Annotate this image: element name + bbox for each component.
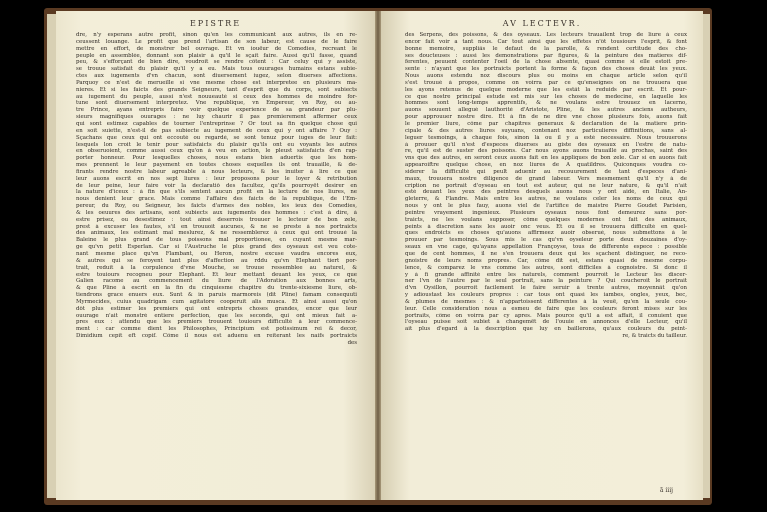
text-line: lence, & comparez le vns comme les autres, sont difficiles à cognoistre. Si donc il	[405, 264, 687, 271]
text-line: siderer la difficulté qui peult aduenir au recouurement de tant d'especes d'ani-	[405, 168, 687, 175]
text-line: ferentes, peuuent contenter l'oeil de la chose absente, quasi comme si elle estoit pre-	[405, 59, 687, 66]
text-line: Sçachans que ceux qui ont eccouté ou regardé, se sont tenuz pour iuges de leur fait:	[76, 134, 357, 141]
text-line: ouurage n'ait monstré entiere perfection, que les seconds, qui ont mieux fait a-	[76, 312, 357, 319]
text-line: ment : car comme dient les Philosophes, Principium est potissimum rei & decor,	[76, 326, 357, 333]
left-running-head: EPISTRE	[189, 19, 242, 28]
text-line: s'est trouué à propos, comme on voirra par ce qu'enseignes on ne trouuera que	[405, 79, 687, 86]
text-line: seaux en vne cage, qu'ayans appellation Françoyse, tous de differente espece : possible	[405, 244, 687, 251]
text-line: & autres qui se feroyent tant plus d'affection au rddu qu'vn Elephant tiert por-	[76, 257, 357, 264]
text-line: y adioustast les couleurs propres : car tous ont quasi les iambes, ongles, yeux, bec,	[405, 292, 687, 299]
text-line: Baleine le plus grand de tous poissons mal proportionee, en cuyant mesme mar-	[76, 237, 357, 244]
text-line: prouuer par tesmoings. Sous mis le cas qu'vn oyseleur porte deux douzaines d'oy-	[405, 237, 687, 244]
text-line: nous denient leur grace. Mais comme l'affaire des faicts de la republique, de l'Em-	[76, 196, 357, 203]
text-line: estre touiours recogneu pour Elephant. Et leur mettant deuant les yeux, ce que	[76, 271, 357, 278]
text-line: tune sont diuersement interpretez. Vne republique, vn Empereur, vn Roy, ou au-	[76, 100, 357, 107]
text-line: vns que des autres, en seront ceux auons fait en les appliques de bon zele. Car si en auons fait	[405, 155, 687, 162]
text-line: les ayons retenus de quelque moderne que les estât la reduids par escrit. Et pour-	[405, 86, 687, 93]
text-line: peu, & s'efforçant de bien dire, voudroit se rendre côtent : Car celuy qui y assiste,	[76, 59, 357, 66]
text-line: tiendrons grace enuers eux. Sunt & in paruis marmoreis (dit Pline) famam consequuti	[76, 292, 357, 299]
text-line: sieurs magnifiques ouurages : ne luy chaurir il pas premierement affermer ceux	[76, 114, 357, 121]
text-line: peuple en assemblée, donnant son plaisir à qu'il le sçait faire. Aussi qu'il fasse, quand	[76, 52, 357, 59]
text-line: en obseruoient, comme aussi ceux qu'on à veu en action, le pleust satisfaicts d'en rap-	[76, 148, 357, 155]
text-line: peints à discretion sans les auoir onc veus. Et ou il se trouuera difficulté en quel-	[405, 223, 687, 230]
text-line: auons souuent allegué lauthorité d'Aristote, Pline, & les autres anciens autheurs,	[405, 107, 687, 114]
text-line: y à fi grande affinité entre les naturels, comment pourroit le Lecteur les discer-	[405, 271, 687, 278]
text-line: au iugement du peuple, aussi n'est nouueauté si ceux des hommes de moindre for-	[76, 93, 357, 100]
text-line: ge qu'vn petit Esperlan. Car si l'Austruche le plus grand des oyseaux est veu cote-	[76, 244, 357, 251]
text-line: estre prisez, ou desestimez : tout ainsi deserrois trouuer le lecteur de bon zele,	[76, 216, 357, 223]
text-line: prest à excuser les fautes, s'il en trouuoit aucunes, & ne se preste à nos portraicts	[76, 223, 357, 230]
text-line: dôt plus estimer les premiers qui ont entrepris choses grandes, encor que leur	[76, 305, 357, 312]
text-line: traicts, ne les voulans supposer, côme quelques modernes ont fait des animaux,	[405, 216, 687, 223]
text-line: des animaux, les estimant mal meslurez, & ne ressemblerez à ceux qui ont trouué la	[76, 230, 357, 237]
text-line: pereur, du Roy, ou Seigneur, les faicts d'armes des nobles, les ieux des Comedies,	[76, 203, 357, 210]
text-line: leur auons escrit en nos sept liures : leur proposons pour le loyer & retribution	[76, 175, 357, 182]
text-line: gleterre, & Flandre. Mais entre les autres, ne voulans celer les noms de ceux qui	[405, 196, 687, 203]
page-edges-left	[47, 14, 56, 498]
text-line: ctes aux iugements d'vn chacun, sont diuersement iugez, selon diuerses affections.	[76, 73, 357, 80]
open-book	[44, 8, 712, 505]
text-line: Parquoy ce n'est de merueille si vne mesme chose est interpretee en plusieurs ma-	[76, 79, 357, 86]
left-text-block	[76, 32, 357, 490]
page-edges-right	[703, 14, 710, 498]
text-line: que de cent hommes, il ne s'en trouuera deux qui les sçachent distinguer, ne reco-	[405, 251, 687, 257]
text-line: appearoiftre quelque chose, en noz liures de A quatildres. Quiconques voudra co-	[405, 162, 687, 169]
text-line: ait plus d'egard à la description que luy en baillerons, qu'aux couleurs du peint-	[405, 326, 687, 333]
text-line: portraits, côme on voirra par cy apres. Mais pource qu'il a est affait, il conuient que	[405, 312, 687, 319]
text-line: ques endroicts es choses qu'auons affirmeez auoir obserué, nous submettons à le	[405, 230, 687, 237]
text-line: ner l'vn de l'autre par le seul portrait, sans la peinture ? Qui coucheroit le portrait	[405, 278, 687, 285]
text-line: re, qu'il est de suster des poissons. Car nous ayons auons trauaillé au prochas, saint des	[405, 148, 687, 155]
text-line: de leur peine, leur faire voir la declaratiõ des facultez, qu'ils pourroyët desirer en	[76, 182, 357, 189]
text-line: esté deuant les yeux des peintres desquels auons nous y ont aidé, en Italie, An-	[405, 189, 687, 196]
text-line: encor fait voir a tant nous. Car tout ainsi que les effetes n'ôt tousiours l'esprit, & font	[405, 38, 687, 45]
text-line: se trouue satisfait du plaisir qu'il y a eu. Mais tous ouurages humains estans subie-	[76, 66, 357, 73]
text-line: Nous auons estendu noz discours plus ou moins en chaque article selon qu'il	[405, 73, 687, 80]
text-line: tre Prince, ayans entrepris faire voir quelque experience de sa grandeur par plu-	[76, 107, 357, 114]
text-line: mes prennent le leur payement en toutes choses esquelles ils ont trauaillé, & de-	[76, 162, 357, 169]
text-line: & les oeuures des artisans, sont subiects aux iugements des hommes : c'est à dire, à	[76, 209, 357, 216]
text-line: Galien racome au commencement du liure de l'Adoration aux bonnes arts,	[76, 278, 357, 285]
text-line: lesquels lon croit le tenir pour satisfaicts du plaisir qu'ils ont eu voyants les autres	[76, 141, 357, 148]
text-line: pres eux : attendu que les premiers trouuent touiours difficulté à leur commence-	[76, 319, 357, 326]
text-line: dre, n'y esperans autre profit, sinon qu'en les communicant aux autres, ils en re-	[76, 32, 357, 38]
text-line: porter honneur. Pour lesquelles choses, nous estans bien aduertis que les hom-	[76, 155, 357, 162]
text-line: en soit suiette, n'est-il de pas subiecte au iugement de ceux qui y ont affaire ? Ouy :	[76, 127, 357, 134]
text-line: sente : n'ayant que les portraicts portent la forme & façon des choses deuât les yeux.	[405, 66, 687, 73]
text-line: nous y ont le plus fauy, auons viel de l'artifice de maistre Pierre Goudet Parisien,	[405, 203, 687, 210]
signature-mark: ã iiij	[659, 487, 673, 494]
text-line: l'oyseau puisse soit subiet à changemët de l'ouuie en annonces d'elle Lecteur, qu'il	[405, 319, 687, 326]
text-line: ce que nostre principal estude est mis sur les choses de medecine, en laquelle les	[405, 93, 687, 100]
right-text-block	[405, 32, 687, 490]
text-line: la nature d'iceux : à fin que s'ils sentent aucun profit en la lecture de nos liures, ne	[76, 189, 357, 196]
text-line: d'vn Oysillon, pourroit facilement le faire seruir à trente autres, moyennât qu'on	[405, 285, 687, 292]
text-line: Dimidium cepit eft copif. Côme il nous est aduenu en reiterant les naifs portraicts	[76, 333, 357, 340]
text-line: cription ne portrait d'oyseau en tout est auteur, qui ne leur nature, & qu'il n'ait	[405, 182, 687, 189]
text-line: maux, trouuera nostre diligence de grand labeur. Vers mesmement qu'il n'y à de	[405, 175, 687, 182]
text-line: qui sont estimez capables de tourner l'entreprinse ? Or tout sa fin quelque chose qui	[76, 120, 357, 127]
text-line: cipale & des autres liures suyuans, contenant noz particulieres diffinitions, sans al-	[405, 127, 687, 134]
text-line: leguer tesmoings, à chaque fois, sinon là ou il y a esté necessaire. Nous trouuerons	[405, 134, 687, 141]
text-line: nant mesme place qu'vn Flambant, ou Heron, nostre excuse vaudra encores eux,	[76, 251, 357, 257]
text-line: re, & traicts du tailleur.	[622, 333, 687, 340]
text-line: trait, reduit à la corpulence d'vne Mouche, se trouue ressemblee au naturel, &	[76, 264, 357, 271]
left-page	[56, 11, 375, 500]
right-running-head: AV LECTEVR.	[502, 19, 582, 28]
text-line: nieres. Et si les faicts des grands Seigneurs, tant d'esprit que du corps, sont subiects	[76, 86, 357, 93]
text-line: firants rendre nostre labeur agreable à nous lecteurs, & les inuiter à lire ce que	[76, 168, 357, 175]
text-line: pour approuuer nostre dire. Et à fin de ne dire vne chose plusieurs fois, auons fait	[405, 114, 687, 121]
text-line: mettre en effort, de monstrer bel ouvrage. Et vn iouëur de Comedies, recreant le	[76, 45, 357, 52]
text-line: gnoistre de leurs noms propres. Car, côme dit est, estans quasi de mesme corpu-	[405, 257, 687, 264]
text-line: le premier liure, côme par chapitres generaux & declaration de la matiere prin-	[405, 120, 687, 127]
text-line: bonne memoire, suppliâs le defaut de la parolle, & rendent certitude des cho-	[405, 45, 687, 52]
text-line: ceussent louange. Le profit que prend l'artisan de son labeur, est cause de le faire	[76, 38, 357, 45]
right-page	[381, 11, 703, 500]
text-line: & que Pline à escrit en la fin du cinquiesme chapitre du trente-sixiesme liure, ob-	[76, 285, 357, 292]
text-line: des	[347, 339, 357, 346]
text-line: peintre vrayement ingenieux. Plusieurs oyseaux nous font demeurez sans por-	[405, 209, 687, 216]
text-line: ses doucteuses : aussi les demonstrations par figures, & la peinture des matieres dif-	[405, 52, 687, 59]
text-line: des Serpens, des poissons, & des oyseaux. Les lecteurs trauailent trop de liure à ceux	[405, 32, 687, 38]
text-line: Myrmecides, cuius quadrigam cum agitatore cooperuit alis musca. Et ainsi aussi qu'on	[76, 298, 357, 305]
text-line: leur. Celle consideration nous a esmeu de faire que les couleurs feront mises sur les	[405, 305, 687, 312]
text-line: à prouuer qu'il n'est d'especes diuerses au giste des oyseaux en l'estre de natu-	[405, 141, 687, 148]
text-line: & plumes de mesmes : & n'appartoissent differentes à la veuë, qu'en la seule cou-	[405, 298, 687, 305]
text-line: hommes sont long-temps apprentifs, & ne voulans estre trouuez en lacerno,	[405, 100, 687, 107]
